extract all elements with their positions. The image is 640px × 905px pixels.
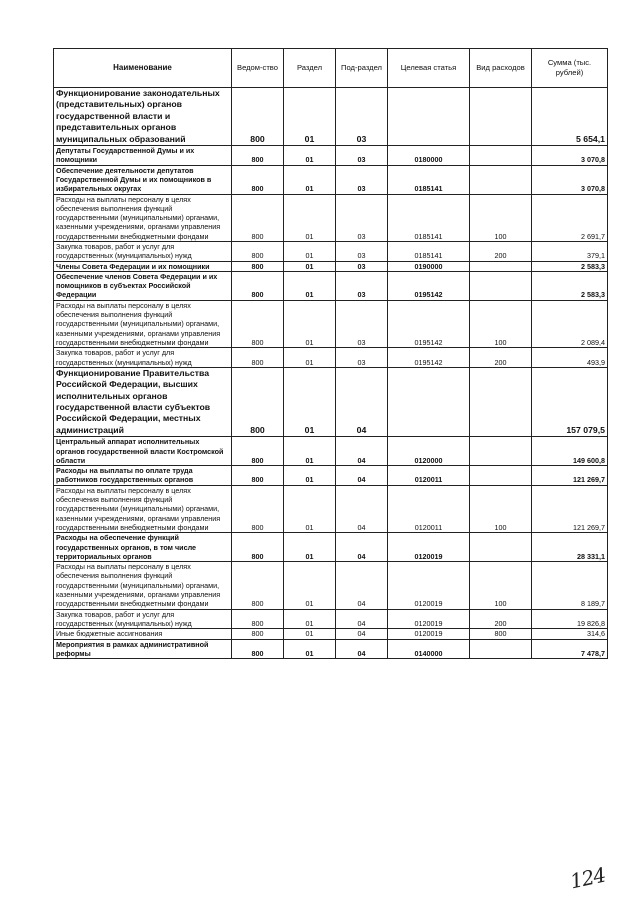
cell-vid: 200 — [470, 348, 532, 368]
cell-name: Закупка товаров, работ и услуг для государственных (муниципальных) нужд — [54, 609, 232, 629]
cell-vedomstvo: 800 — [232, 194, 284, 241]
cell-razdel: 01 — [284, 437, 336, 466]
table-row — [54, 609, 608, 629]
cell-vedomstvo: 800 — [232, 300, 284, 347]
cell-razdel: 01 — [284, 165, 336, 194]
cell-podrazdel: 03 — [336, 242, 388, 262]
col-header-vid: Вид расходов — [470, 49, 532, 88]
table-row — [54, 466, 608, 486]
cell-statya: 0190000 — [388, 261, 470, 271]
cell-podrazdel: 04 — [336, 485, 388, 532]
cell-statya: 0120011 — [388, 485, 470, 532]
cell-name: Центральный аппарат исполнительных органов государственной власти Костромской области — [54, 437, 232, 466]
cell-podrazdel: 04 — [336, 437, 388, 466]
cell-vid: 800 — [470, 629, 532, 639]
cell-statya: 0120019 — [388, 533, 470, 562]
cell-podrazdel: 04 — [336, 466, 388, 486]
cell-statya: 0120019 — [388, 629, 470, 639]
cell-name: Члены Совета Федерации и их помощники — [54, 261, 232, 271]
cell-vedomstvo: 800 — [232, 271, 284, 300]
cell-summa: 157 079,5 — [532, 367, 608, 436]
cell-summa: 3 070,8 — [532, 165, 608, 194]
cell-podrazdel: 04 — [336, 533, 388, 562]
cell-razdel: 01 — [284, 271, 336, 300]
col-header-razdel: Раздел — [284, 49, 336, 88]
cell-vid — [470, 466, 532, 486]
table-row — [54, 533, 608, 562]
cell-podrazdel: 04 — [336, 367, 388, 436]
cell-name: Расходы на выплаты персоналу в целях обеспечения выполнения функций государственными (муниципальными) органами, казенными учреждениями, органами управления государственными внебюджетными фондами — [54, 300, 232, 347]
cell-razdel: 01 — [284, 609, 336, 629]
cell-vid — [470, 165, 532, 194]
page-number: 124 — [567, 862, 608, 894]
cell-vid — [470, 261, 532, 271]
col-header-name: Наименование — [54, 49, 232, 88]
cell-vedomstvo: 800 — [232, 88, 284, 146]
cell-summa: 8 189,7 — [532, 562, 608, 609]
cell-vedomstvo: 800 — [232, 367, 284, 436]
cell-statya: 0195142 — [388, 300, 470, 347]
cell-podrazdel: 03 — [336, 300, 388, 347]
cell-vid — [470, 271, 532, 300]
col-header-vedomstvo: Ведом-ство — [232, 49, 284, 88]
table-row — [54, 242, 608, 262]
cell-summa: 3 070,8 — [532, 146, 608, 166]
cell-summa: 7 478,7 — [532, 639, 608, 659]
cell-name: Закупка товаров, работ и услуг для государственных (муниципальных) нужд — [54, 242, 232, 262]
cell-razdel: 01 — [284, 300, 336, 347]
cell-podrazdel: 03 — [336, 348, 388, 368]
cell-summa: 493,9 — [532, 348, 608, 368]
cell-razdel: 01 — [284, 629, 336, 639]
cell-name: Мероприятия в рамках административной реформы — [54, 639, 232, 659]
cell-statya: 0120019 — [388, 609, 470, 629]
table-row — [54, 562, 608, 609]
cell-razdel: 01 — [284, 261, 336, 271]
table-row — [54, 271, 608, 300]
cell-vedomstvo: 800 — [232, 261, 284, 271]
cell-statya: 0180000 — [388, 146, 470, 166]
cell-podrazdel: 03 — [336, 165, 388, 194]
cell-razdel: 01 — [284, 466, 336, 486]
cell-name: Расходы на выплаты персоналу в целях обеспечения выполнения функций государственными (муниципальными) органами, казенными учреждениями, органами управления государственными внебюджетными фондами — [54, 562, 232, 609]
cell-name: Функционирование законодательных (представительных) органов государственной власти и представительных органов муниципальных образований — [54, 88, 232, 146]
cell-vid — [470, 146, 532, 166]
cell-name: Депутаты Государственной Думы и их помощники — [54, 146, 232, 166]
cell-summa: 121 269,7 — [532, 466, 608, 486]
cell-statya: 0120019 — [388, 562, 470, 609]
cell-name: Расходы на выплаты персоналу в целях обеспечения выполнения функций государственными (муниципальными) органами, казенными учреждениями, органами управления государственными внебюджетными фондами — [54, 485, 232, 532]
cell-razdel: 01 — [284, 194, 336, 241]
cell-name: Иные бюджетные ассигнования — [54, 629, 232, 639]
cell-vid: 100 — [470, 194, 532, 241]
cell-razdel: 01 — [284, 485, 336, 532]
cell-statya: 0120011 — [388, 466, 470, 486]
cell-vedomstvo: 800 — [232, 146, 284, 166]
cell-podrazdel: 04 — [336, 639, 388, 659]
cell-podrazdel: 03 — [336, 271, 388, 300]
cell-summa: 149 600,8 — [532, 437, 608, 466]
cell-summa: 28 331,1 — [532, 533, 608, 562]
cell-vedomstvo: 800 — [232, 609, 284, 629]
table-row — [54, 348, 608, 368]
cell-vedomstvo: 800 — [232, 242, 284, 262]
cell-vid: 200 — [470, 609, 532, 629]
cell-statya: 0185141 — [388, 194, 470, 241]
cell-razdel: 01 — [284, 639, 336, 659]
cell-summa: 19 826,8 — [532, 609, 608, 629]
cell-vedomstvo: 800 — [232, 639, 284, 659]
cell-podrazdel: 03 — [336, 194, 388, 241]
cell-vid: 100 — [470, 485, 532, 532]
cell-podrazdel: 03 — [336, 88, 388, 146]
table-row — [54, 485, 608, 532]
cell-summa: 314,6 — [532, 629, 608, 639]
table-row — [54, 639, 608, 659]
cell-summa: 2 583,3 — [532, 261, 608, 271]
cell-vedomstvo: 800 — [232, 348, 284, 368]
cell-name: Закупка товаров, работ и услуг для государственных (муниципальных) нужд — [54, 348, 232, 368]
budget-table — [53, 48, 608, 659]
cell-summa: 2 583,3 — [532, 271, 608, 300]
cell-vedomstvo: 800 — [232, 485, 284, 532]
cell-name: Функционирование Правительства Российской Федерации, высших исполнительных органов государственной власти субъектов Российской Федерации, местных администраций — [54, 367, 232, 436]
cell-razdel: 01 — [284, 242, 336, 262]
cell-razdel: 01 — [284, 533, 336, 562]
cell-statya: 0195142 — [388, 348, 470, 368]
table-row — [54, 165, 608, 194]
cell-name: Расходы на выплаты по оплате труда работников государственных органов — [54, 466, 232, 486]
cell-vid: 100 — [470, 300, 532, 347]
cell-vid — [470, 367, 532, 436]
cell-statya — [388, 88, 470, 146]
cell-vid: 100 — [470, 562, 532, 609]
cell-summa: 2 691,7 — [532, 194, 608, 241]
cell-summa: 5 654,1 — [532, 88, 608, 146]
cell-razdel: 01 — [284, 146, 336, 166]
cell-podrazdel: 04 — [336, 562, 388, 609]
cell-statya: 0185141 — [388, 165, 470, 194]
header-row — [54, 49, 608, 88]
cell-podrazdel: 03 — [336, 146, 388, 166]
cell-razdel: 01 — [284, 562, 336, 609]
cell-vedomstvo: 800 — [232, 533, 284, 562]
cell-name: Расходы на обеспечение функций государственных органов, в том числе территориальных органов — [54, 533, 232, 562]
table-row — [54, 300, 608, 347]
cell-vid — [470, 437, 532, 466]
cell-name: Обеспечение деятельности депутатов Государственной Думы и их помощников в избирательных округах — [54, 165, 232, 194]
cell-razdel: 01 — [284, 88, 336, 146]
table-row — [54, 437, 608, 466]
table-row — [54, 367, 608, 436]
table-row — [54, 629, 608, 639]
cell-summa: 2 089,4 — [532, 300, 608, 347]
cell-name: Расходы на выплаты персоналу в целях обеспечения выполнения функций государственными (муниципальными) органами, казенными учреждениями, органами управления государственными внебюджетными фондами — [54, 194, 232, 241]
table-row — [54, 146, 608, 166]
cell-vedomstvo: 800 — [232, 629, 284, 639]
table-row — [54, 261, 608, 271]
cell-statya — [388, 367, 470, 436]
cell-statya: 0140000 — [388, 639, 470, 659]
col-header-statya: Целевая статья — [388, 49, 470, 88]
cell-name: Обеспечение членов Совета Федерации и их помощников в субъектах Российской Федерации — [54, 271, 232, 300]
table-row — [54, 88, 608, 146]
cell-summa: 379,1 — [532, 242, 608, 262]
cell-summa: 121 269,7 — [532, 485, 608, 532]
cell-vedomstvo: 800 — [232, 437, 284, 466]
col-header-podrazdel: Под-раздел — [336, 49, 388, 88]
cell-vid: 200 — [470, 242, 532, 262]
cell-statya: 0120000 — [388, 437, 470, 466]
cell-podrazdel: 04 — [336, 629, 388, 639]
cell-podrazdel: 03 — [336, 261, 388, 271]
cell-vid — [470, 639, 532, 659]
table-body — [54, 88, 608, 659]
cell-vid — [470, 88, 532, 146]
cell-podrazdel: 04 — [336, 609, 388, 629]
cell-razdel: 01 — [284, 348, 336, 368]
cell-razdel: 01 — [284, 367, 336, 436]
cell-vedomstvo: 800 — [232, 562, 284, 609]
cell-statya: 0185141 — [388, 242, 470, 262]
cell-statya: 0195142 — [388, 271, 470, 300]
col-header-summa: Сумма (тыс. рублей) — [532, 49, 608, 88]
cell-vedomstvo: 800 — [232, 466, 284, 486]
table-row — [54, 194, 608, 241]
cell-vedomstvo: 800 — [232, 165, 284, 194]
cell-vid — [470, 533, 532, 562]
